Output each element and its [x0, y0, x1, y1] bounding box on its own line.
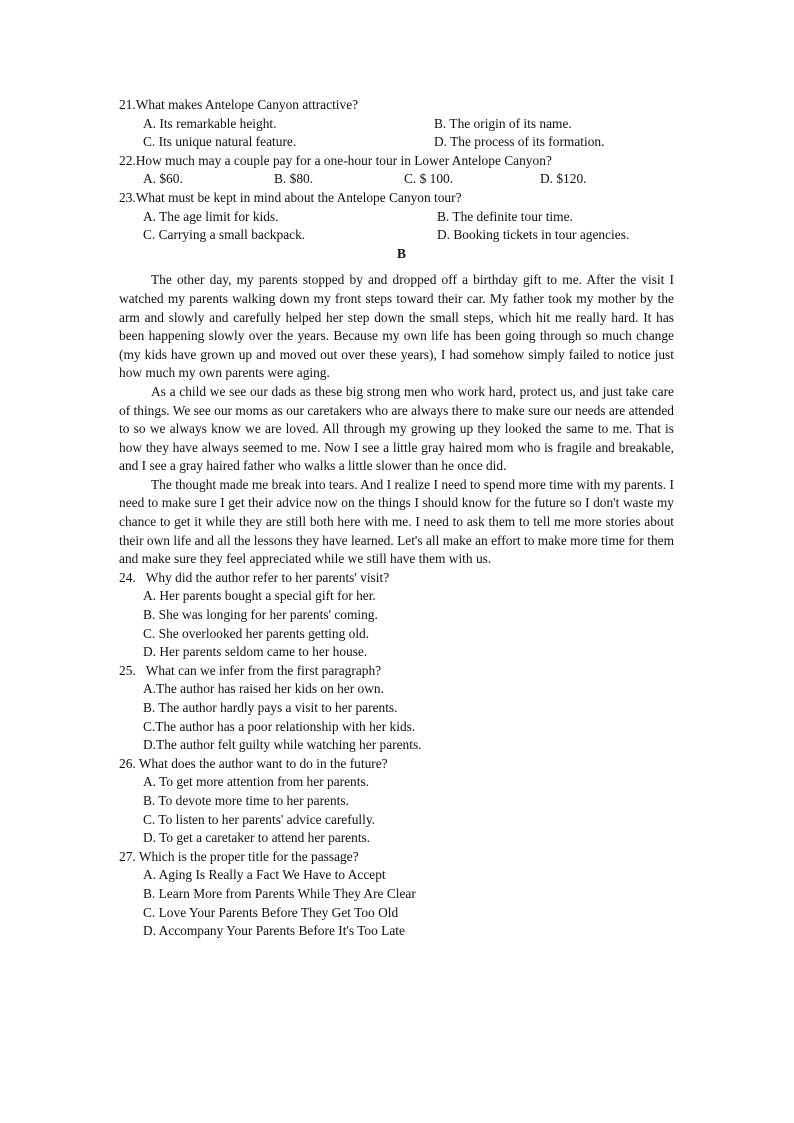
option-row — [119, 170, 674, 189]
option-a: A. Its remarkable height. — [143, 115, 277, 131]
reading-passage — [119, 271, 674, 569]
passage-paragraph-1: The other day, my parents stopped by and dropped off a birthday gift to me. After the visit I watched my parents walking down my front steps toward their car. My father took my mother by the arm and slowly and carefully helped her step down the small steps, which hit me really hard. It has been happening slowly over the years. Because my own life has been going through so much change (my kids have grown up and moved out over these years), I had somehow simply failed to notice just how much my own parents were aging. — [119, 272, 674, 381]
option-b: B. She was longing for her parents' coming. — [143, 607, 378, 623]
option-d: D. Booking tickets in tour agencies. — [437, 227, 630, 243]
question-stem: 24. Why did the author refer to her parents' visit? — [119, 569, 390, 585]
question-25 — [119, 662, 674, 755]
option-d: D. Her parents seldom came to her house. — [143, 644, 368, 660]
section-heading: B — [397, 245, 406, 261]
option-row — [119, 226, 674, 245]
option-c: C. Its unique natural feature. — [143, 134, 297, 150]
question-24 — [119, 569, 674, 662]
option-d: D. Accompany Your Parents Before It's Too Late — [143, 923, 405, 939]
passage-paragraph-2: As a child we see our dads as these big strong men who work hard, protect us, and just take care of things. We see our moms as our caretakers who are always there to make sure our needs are attended to so we always know we are loved. All through my growing up they looked the same to me. That is how they have always seemed to me. Now I see a little gray haired mom who is fragile and breakable, and I see a gray haired father who walks a little slower than he once did. — [119, 383, 674, 474]
option-c: C. She overlooked her parents getting old. — [143, 625, 370, 641]
question-27 — [119, 848, 674, 941]
question-22 — [119, 152, 674, 189]
option-b: B. The origin of its name. — [434, 115, 572, 131]
passage-paragraph-3: The thought made me break into tears. And I realize I need to spend more time with my parents. I need to make sure I get their advice now on the things I should know for the future so I don't waste my chance to get it while they are still both here with me. I need to ask them to tell me more stories about their own life and all the lessons they have learned. Let's all make an effort to make more time for them and make sure they feel appreciated while we still have them with us. — [119, 476, 674, 567]
option-d: D. $120. — [540, 171, 587, 187]
option-b: B. The author hardly pays a visit to her parents. — [143, 700, 398, 715]
question-stem: 26. What does the author want to do in the future? — [119, 755, 388, 771]
question-23 — [119, 189, 674, 245]
option-a: A. To get more attention from her parents. — [143, 774, 370, 790]
option-c: C. $ 100. — [404, 171, 454, 187]
option-row — [119, 133, 674, 152]
option-row — [119, 115, 674, 134]
option-a: A. $60. — [143, 171, 183, 187]
option-d: D. The process of its formation. — [434, 134, 605, 150]
question-stem: 23.What must be kept in mind about the Antelope Canyon tour? — [119, 189, 462, 205]
option-a: A. Aging Is Really a Fact We Have to Accept — [143, 867, 386, 883]
option-b: B. Learn More from Parents While They Are Clear — [143, 885, 416, 901]
question-stem: 22.How much may a couple pay for a one-hour tour in Lower Antelope Canyon? — [119, 152, 552, 168]
option-d: D.The author felt guilty while watching her parents. — [143, 737, 422, 753]
question-stem: 27. Which is the proper title for the passage? — [119, 848, 359, 864]
option-row — [119, 208, 674, 227]
option-c: C. Carrying a small backpack. — [143, 227, 306, 243]
option-b: B. The definite tour time. — [437, 208, 573, 224]
option-d: D. To get a caretaker to attend her parents. — [143, 830, 371, 846]
option-a: A. The age limit for kids. — [143, 208, 279, 224]
option-b: B. $80. — [274, 171, 314, 187]
option-c: C. Love Your Parents Before They Get Too Old — [143, 904, 399, 920]
option-b: B. To devote more time to her parents. — [143, 792, 349, 808]
question-stem: 21.What makes Antelope Canyon attractive? — [119, 97, 359, 112]
option-c: C. To listen to her parents' advice carefully. — [143, 811, 376, 827]
exam-page — [119, 96, 674, 941]
option-a: A. Her parents bought a special gift for her. — [143, 588, 376, 604]
option-a: A.The author has raised her kids on her own. — [143, 681, 384, 697]
question-21 — [119, 96, 674, 152]
option-c: C.The author has a poor relationship with her kids. — [143, 718, 416, 734]
question-stem: 25. What can we infer from the first paragraph? — [119, 662, 382, 678]
question-26 — [119, 755, 674, 848]
